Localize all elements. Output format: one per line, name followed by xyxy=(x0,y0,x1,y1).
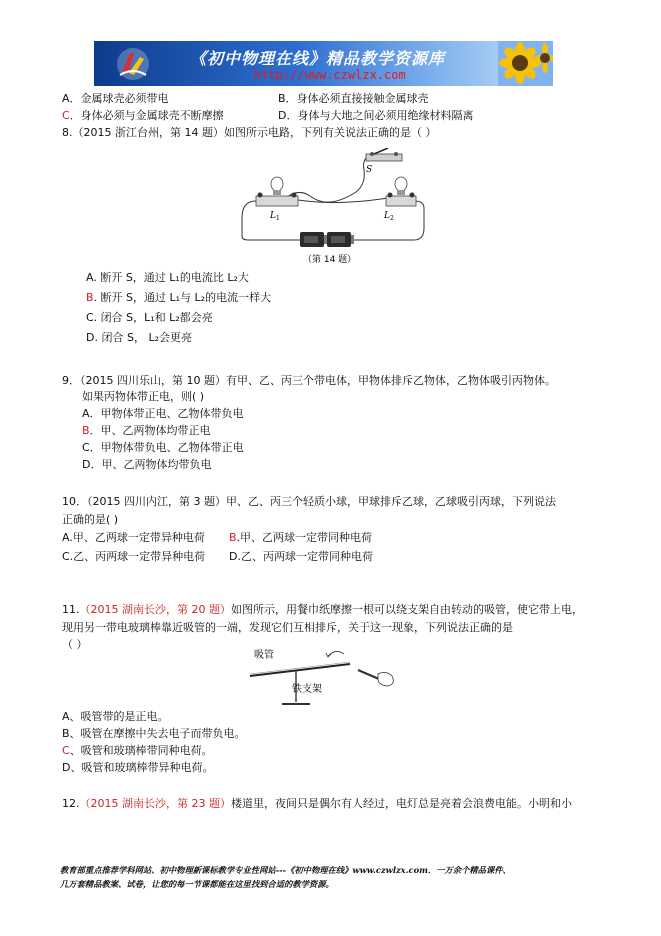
sunflower-icon xyxy=(498,41,553,86)
q10-option-b-text: .甲、乙两球一定带同种电荷 xyxy=(236,531,373,544)
q7-option-a: A．金属球壳必须带电 xyxy=(62,92,169,105)
q8-option-b-letter: B xyxy=(86,291,94,304)
q11-fig-straw-label: 吸管 xyxy=(254,650,274,661)
q8-fig-l2-label: L xyxy=(384,211,390,221)
q9-option-c: C．甲物体带负电、乙物体带正电 xyxy=(82,441,244,454)
q9-option-d: D．甲、乙两物体均带负电 xyxy=(82,458,212,471)
q11-option-d: D、吸管和玻璃棒带异种电荷。 xyxy=(62,761,214,774)
q10-option-a: A.甲、乙两球一定带异种电荷 xyxy=(62,531,205,544)
q10-stem-2: 正确的是( ) xyxy=(62,513,119,526)
q10-stem: 10．（2015 四川内江，第 3 题）甲、乙、丙三个轻质小球，甲球排斥乙球，乙球吸引丙球，下列说法 xyxy=(62,495,556,508)
q11-stem xyxy=(62,603,583,617)
q8-option-d: D. 闭合 S， L₂会更亮 xyxy=(86,331,192,344)
q11-option-b: B、吸管在摩擦中失去电子而带负电。 xyxy=(62,727,246,740)
q8-stem: 8.（2015 浙江台州，第 14 题）如图所示电路，下列有关说法正确的是（ ） xyxy=(62,126,437,139)
q7-option-d: D．身体与大地之间必须用绝缘材料隔离 xyxy=(278,109,474,122)
header-banner xyxy=(94,41,553,86)
q8-circuit-figure xyxy=(238,148,428,266)
q11-source: （2015 湖南长沙，第 20 题） xyxy=(79,603,231,616)
q9-option-b xyxy=(82,424,211,438)
banner-url[interactable]: http://www.czwlzx.com xyxy=(254,68,406,82)
q7-option-c xyxy=(62,109,224,123)
q11-stem-2: 现用另一带电玻璃棒靠近吸管的一端，发现它们互相排斥，关于这一现象，下列说法正确的是 xyxy=(62,621,513,634)
q12-number: 12. xyxy=(62,797,80,810)
q9-stem: 9．（2015 四川乐山，第 10 题）有甲、乙、丙三个带电体，甲物体排斥乙物体，乙物体吸引丙物体。 xyxy=(62,374,556,387)
q8-option-b-text: . 断开 S，通过 L₁与 L₂的电流一样大 xyxy=(93,291,272,304)
banner-title: 《初中物理在线》精品教学资源库 xyxy=(190,49,446,68)
page-footer xyxy=(60,863,605,891)
q10-option-b xyxy=(229,531,372,545)
q11-straw-figure xyxy=(246,644,398,708)
q9-stem-2: 如果丙物体带正电，则( ) xyxy=(82,390,205,403)
q9-option-b-letter: B xyxy=(82,424,90,437)
q8-fig-l2-sub: 2 xyxy=(390,215,394,222)
q8-fig-switch-label: S xyxy=(366,165,373,175)
q10-option-b-letter: B xyxy=(229,531,237,544)
q12-stem-text: 楼道里，夜间只是偶尔有人经过，电灯总是亮着会浪费电能。小明和小 xyxy=(230,797,572,810)
q11-fig-stand-label: 铁支架 xyxy=(292,684,322,695)
q8-option-a: A. 断开 S，通过 L₁的电流比 L₂大 xyxy=(86,271,249,284)
q8-option-b xyxy=(86,291,271,305)
q9-option-b-text: ．甲、乙两物体均带正电 xyxy=(89,424,211,437)
q9-option-a: A．甲物体带正电、乙物体带负电 xyxy=(82,407,244,420)
q11-number: 11. xyxy=(62,603,80,616)
site-logo-icon xyxy=(116,47,150,81)
q10-option-d: D.乙、丙两球一定带同种电荷 xyxy=(229,550,373,563)
q10-option-c: C.乙、丙两球一定带异种电荷 xyxy=(62,550,206,563)
q11-option-c xyxy=(62,744,213,758)
q8-option-c: C. 闭合 S，L₁和 L₂都会亮 xyxy=(86,311,213,324)
q12-stem xyxy=(62,797,572,811)
q11-option-a: A、吸管带的是正电。 xyxy=(62,710,169,723)
q8-fig-l1-label: L xyxy=(270,211,276,221)
q7-option-c-text: ．身体必须与金属球壳不断摩擦 xyxy=(69,109,224,122)
q8-fig-l1-sub: 1 xyxy=(276,215,280,222)
footer-line-1: 教育部重点推荐学科网站、初中物理新课标教学专业性网站---《初中物理在线》www.czwlzx.com．一万余个精品课件、 xyxy=(60,865,511,875)
q8-fig-caption: （第 14 题） xyxy=(303,255,357,265)
q12-source: （2015 湖南长沙，第 23 题） xyxy=(79,797,231,810)
footer-line-2: 几万套精品教案、试卷，让您的每一节课都能在这里找到合适的教学资源。 xyxy=(60,879,334,889)
q7-option-b: B．身体必须直接接触金属球壳 xyxy=(278,92,429,105)
q11-stem-3: （ ） xyxy=(62,638,88,651)
q11-stem-text: 如图所示，用餐巾纸摩擦一根可以绕支架自由转动的吸管，使它带上电， xyxy=(230,603,583,616)
q7-option-c-letter: C xyxy=(62,109,70,122)
q11-option-c-letter: C xyxy=(62,744,70,757)
q11-option-c-text: 、吸管和玻璃棒带同种电荷。 xyxy=(69,744,213,757)
